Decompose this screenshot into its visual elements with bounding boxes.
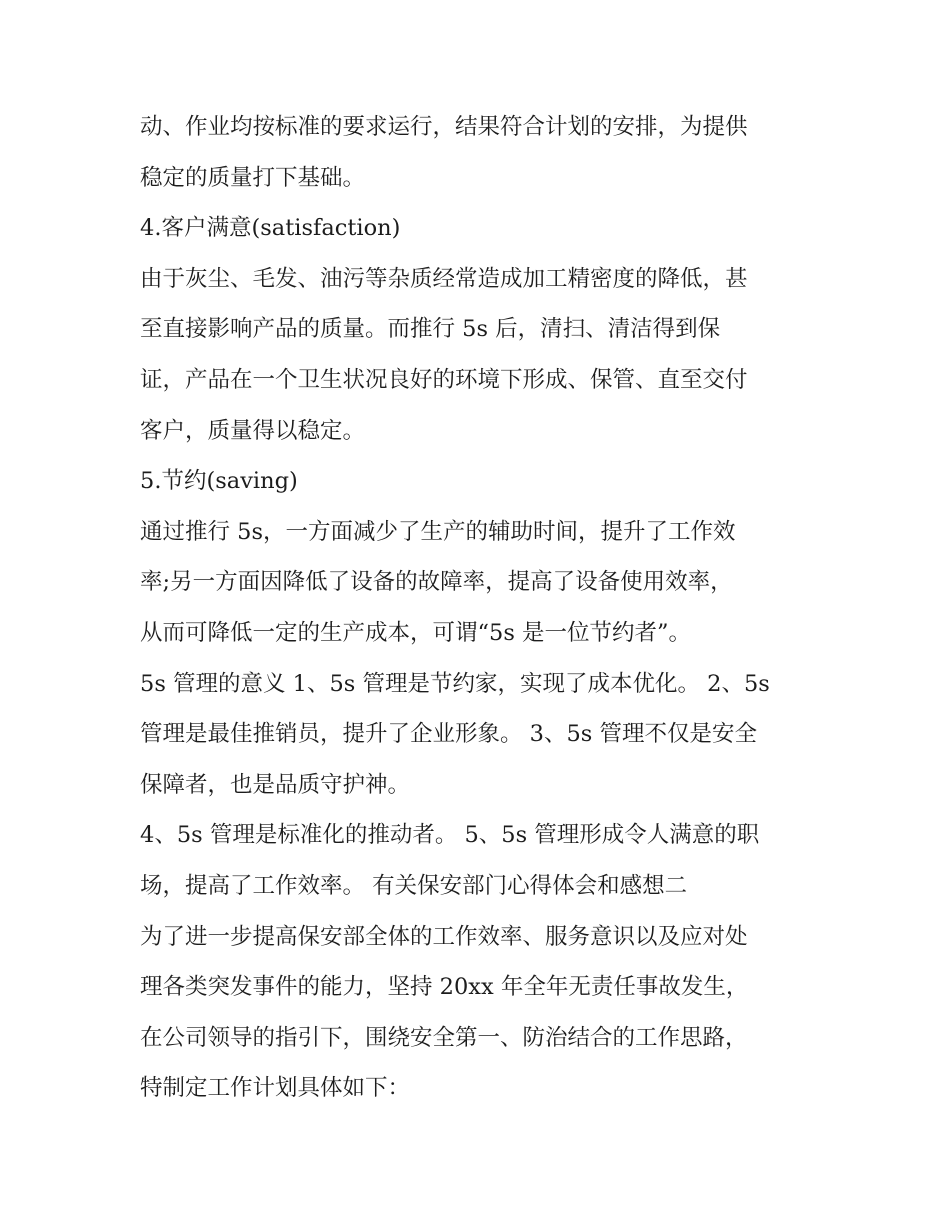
text-line: 理各类突发事件的能力，坚持 20xx 年全年无责任事故发生， xyxy=(140,974,749,1001)
text-line: 率;另一方面因降低了设备的故障率，提高了设备使用效率， xyxy=(140,569,733,596)
text-line: 5s 管理的意义 1、5s 管理是节约家，实现了成本优化。 2、5s xyxy=(140,670,770,697)
text-line: 场，提高了工作效率。 有关保安部门心得体会和感想二 xyxy=(140,872,688,899)
text-line: 4、5s 管理是标准化的推动者。 5、5s 管理形成令人满意的职 xyxy=(140,822,760,849)
text-line: 由于灰尘、毛发、油污等杂质经常造成加工精密度的降低，甚 xyxy=(140,265,748,292)
document-body xyxy=(140,102,820,1114)
text-line: 通过推行 5s，一方面减少了生产的辅助时间，提升了工作效 xyxy=(140,518,736,545)
text-line: 至直接影响产品的质量。而推行 5s 后，清扫、清洁得到保 xyxy=(140,316,721,343)
text-line: 稳定的质量打下基础。 xyxy=(140,164,366,191)
text-line: 管理是最佳推销员，提升了企业形象。 3、5s 管理不仅是安全 xyxy=(140,721,757,748)
text-line: 特制定工作计划具体如下： xyxy=(140,1075,411,1102)
text-line: 动、作业均按标准的要求运行，结果符合计划的安排，为提供 xyxy=(140,114,748,140)
text-line: 在公司领导的指引下，围绕安全第一、防治结合的工作思路， xyxy=(140,1024,748,1051)
text-line: 证，产品在一个卫生状况良好的环境下形成、保管、直至交付 xyxy=(140,366,748,393)
text-line: 客户，质量得以稳定。 xyxy=(140,417,366,444)
section-heading-saving: 5.节约(saving) xyxy=(140,468,298,495)
text-line: 从而可降低一定的生产成本，可谓“5s 是一位节约者”。 xyxy=(140,619,692,646)
text-line: 保障者，也是品质守护神。 xyxy=(140,771,411,798)
section-heading-customer-satisfaction: 4.客户满意(satisfaction) xyxy=(140,215,401,242)
text-line: 为了进一步提高保安部全体的工作效率、服务意识以及应对处 xyxy=(140,923,748,950)
